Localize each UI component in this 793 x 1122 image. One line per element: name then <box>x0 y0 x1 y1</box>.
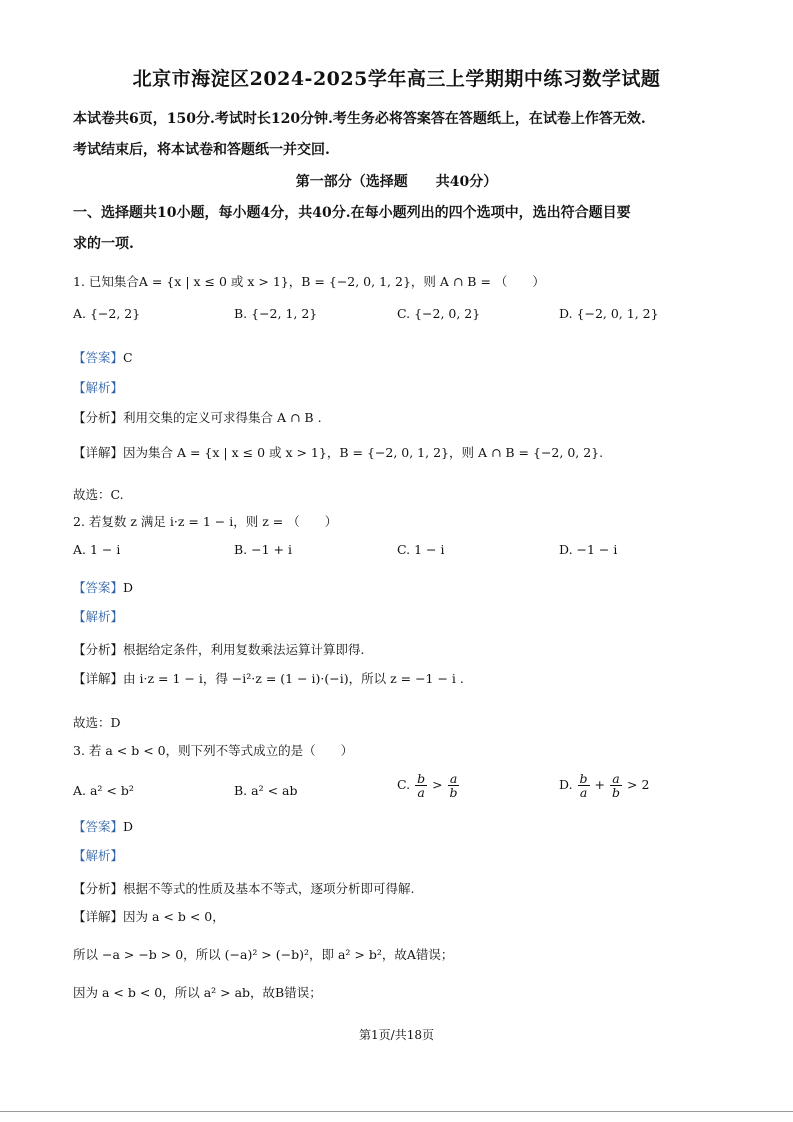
q3-option-d-label: D. <box>559 777 573 793</box>
fenxi-label: 【分析】 <box>73 642 124 657</box>
q2-fenxi-row <box>73 640 365 658</box>
q2-fenxi: 根据给定条件，利用复数乘法运算计算即得. <box>123 642 365 657</box>
page-divider <box>0 1111 793 1112</box>
q3-analysis-tag: 【解析】 <box>73 848 124 863</box>
q1-answer-row <box>73 348 133 366</box>
q2-stem: 2. 若复数 z 满足 i·z = 1 − i，则 z = （ ） <box>73 514 338 529</box>
q3-answer: D <box>123 819 134 834</box>
q1-option-a: A. {−2, 2} <box>73 306 141 321</box>
fenxi-label: 【分析】 <box>73 881 124 896</box>
q3-fenxi: 根据不等式的性质及基本不等式，逐项分析即可得解. <box>123 881 415 896</box>
page-title: 北京市海淀区2024-2025学年高三上学期期中练习数学试题 <box>132 68 661 90</box>
q1-stem: 1. 已知集合A = {x | x ≤ 0 或 x > 1}，B = {−2, 0, 1, 2}，则 A ∩ B = （ ） <box>73 274 545 289</box>
section-line-2: 求的一项. <box>73 236 134 252</box>
fraction: $\frac{b}{a}$ <box>417 771 426 801</box>
q3-detail-3: 因为 a < b < 0，所以 a² > ab，故B错误； <box>73 985 322 1000</box>
q3-option-a: A. a² < b² <box>73 783 134 798</box>
q3-option-b: B. a² < ab <box>234 783 298 798</box>
q3-fenxi-row <box>73 879 415 897</box>
q1-answer: C <box>123 350 133 365</box>
xiangjie-label: 【详解】 <box>73 671 124 686</box>
q1-option-b: B. {−2, 1, 2} <box>234 306 318 321</box>
q3-option-d: D. $\frac{b}{a}$ + $\frac{a}{b}$ > 2 <box>559 771 650 801</box>
q1-fenxi: 利用交集的定义可求得集合 A ∩ B . <box>123 410 322 425</box>
q3-answer-row <box>73 817 133 835</box>
q1-analysis-tag: 【解析】 <box>73 380 124 395</box>
q2-detail: 由 i·z = 1 − i，得 −i²·z = (1 − i)·(−i)，所以 z = −1 − i . <box>123 671 464 686</box>
xiangjie-label: 【详解】 <box>73 445 124 460</box>
q1-detail-row <box>73 443 603 461</box>
q3-stem: 3. 若 a < b < 0，则下列不等式成立的是（ ） <box>73 743 354 758</box>
q2-option-d: D. −1 − i <box>559 542 618 557</box>
q2-detail-row <box>73 669 464 687</box>
q1-option-c: C. {−2, 0, 2} <box>397 306 481 321</box>
q3-detail-1: 因为 a < b < 0， <box>123 909 225 924</box>
fraction: $\frac{a}{b}$ <box>449 771 458 801</box>
fraction: $\frac{a}{b}$ <box>612 771 621 801</box>
q3-detail-row <box>73 907 225 925</box>
q2-option-a: A. 1 − i <box>73 542 121 557</box>
q3-option-c-label: C. <box>397 777 411 793</box>
xiangjie-label: 【详解】 <box>73 909 124 924</box>
q3-option-c: C. $\frac{b}{a}$ > $\frac{a}{b}$ <box>397 771 458 801</box>
q2-option-c: C. 1 − i <box>397 542 445 557</box>
fraction: $\frac{b}{a}$ <box>579 771 588 801</box>
fenxi-label: 【分析】 <box>73 410 124 425</box>
section-line-1: 一、选择题共10小题，每小题4分，共40分.在每小题列出的四个选项中，选出符合题目要 <box>73 205 631 221</box>
answer-tag: 【答案】 <box>73 819 124 834</box>
intro-line-1: 本试卷共6页，150分.考试时长120分钟.考生务必将答案答在答题纸上，在试卷上作答无效. <box>73 111 646 127</box>
q2-option-b: B. −1 + i <box>234 542 292 557</box>
q1-conclusion: 故选：C. <box>73 487 124 502</box>
q1-option-d: D. {−2, 0, 1, 2} <box>559 306 659 321</box>
answer-tag: 【答案】 <box>73 350 124 365</box>
answer-tag: 【答案】 <box>73 580 124 595</box>
q3-detail-2: 所以 −a > −b > 0，所以 (−a)² > (−b)²，即 a² > b²，故A错误； <box>73 947 454 962</box>
intro-line-2: 考试结束后，将本试卷和答题纸一并交回. <box>73 142 330 158</box>
q2-conclusion: 故选：D <box>73 715 121 730</box>
part-title: 第一部分（选择题 共40分） <box>295 174 498 190</box>
q2-answer-row <box>73 578 133 596</box>
q1-fenxi-row <box>73 408 322 426</box>
page-footer: 第1页/共18页 <box>359 1028 434 1042</box>
q2-answer: D <box>123 580 134 595</box>
q1-detail: 因为集合 A = {x | x ≤ 0 或 x > 1}，B = {−2, 0, 1, 2}，则 A ∩ B = {−2, 0, 2}. <box>123 445 604 460</box>
q2-analysis-tag: 【解析】 <box>73 609 124 624</box>
